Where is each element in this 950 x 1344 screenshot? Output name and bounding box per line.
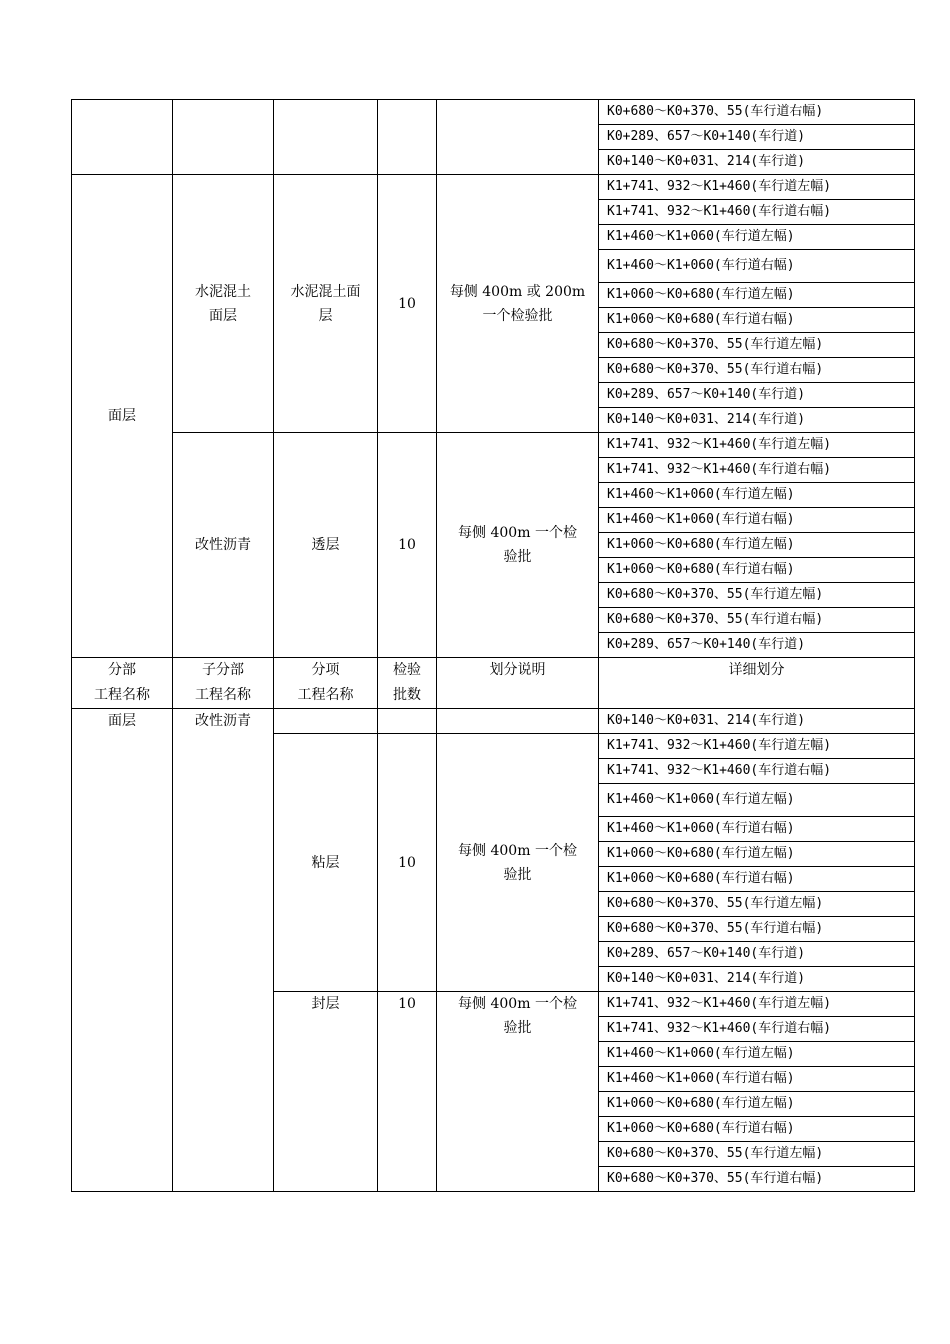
- detail-cell: K0+289、657～K0+140(车行道): [599, 383, 915, 408]
- detail-cell: K0+680～K0+370、55(车行道右幅): [599, 917, 915, 942]
- division-cell: [72, 175, 173, 658]
- item-cell: 封层: [274, 992, 378, 1192]
- header-label: 分部: [108, 662, 136, 678]
- note-cell: [437, 992, 599, 1192]
- header-note: 划分说明: [437, 658, 599, 709]
- note-label: 验批: [503, 1020, 532, 1036]
- header-label: 子分部: [202, 662, 244, 678]
- detail-cell: K1+060～K0+680(车行道右幅): [599, 867, 915, 892]
- batch-count-cell: [378, 100, 437, 175]
- detail-cell: K1+741、932～K1+460(车行道右幅): [599, 1017, 915, 1042]
- note-cell: [437, 709, 599, 734]
- note-cell: [437, 734, 599, 992]
- subdivision-label: 水泥混土: [195, 283, 251, 300]
- header-detail: 详细划分: [599, 658, 915, 709]
- header-label: 工程名称: [297, 687, 354, 703]
- subdivision-cell: [173, 175, 274, 433]
- detail-cell: K1+460～K1+060(车行道左幅): [599, 784, 915, 817]
- item-cell: [274, 175, 378, 433]
- division-cell: 面层: [72, 709, 173, 1192]
- note-cell: [437, 175, 599, 433]
- item-cell: 透层: [274, 433, 378, 658]
- detail-cell: K1+060～K0+680(车行道左幅): [599, 1092, 915, 1117]
- batch-count-cell: 10: [378, 433, 437, 658]
- batch-count-cell: 10: [378, 992, 437, 1192]
- detail-cell: K1+460～K1+060(车行道右幅): [599, 817, 915, 842]
- detail-cell: K0+680～K0+370、55(车行道左幅): [599, 892, 915, 917]
- detail-cell: K0+140～K0+031、214(车行道): [599, 408, 915, 433]
- header-label: 分项: [311, 662, 340, 678]
- detail-cell: K1+741、932～K1+460(车行道右幅): [599, 759, 915, 784]
- detail-cell: K1+060～K0+680(车行道右幅): [599, 558, 915, 583]
- table-row: [72, 433, 915, 458]
- item-cell: [274, 100, 378, 175]
- division-label: 面层: [108, 408, 136, 424]
- detail-cell: K1+741、932～K1+460(车行道左幅): [599, 433, 915, 458]
- note-label: 每侧 400m 一个检: [458, 842, 577, 859]
- note-label: 每侧 400m 一个检: [458, 525, 577, 541]
- subdivision-cell: [173, 100, 274, 175]
- detail-cell: K0+680～K0+370、55(车行道左幅): [599, 583, 915, 608]
- detail-cell: K1+460～K1+060(车行道左幅): [599, 225, 915, 250]
- detail-cell: K1+460～K1+060(车行道左幅): [599, 1042, 915, 1067]
- table-header-row: [72, 658, 915, 709]
- note-label: 验批: [503, 866, 532, 883]
- division-table: [71, 99, 915, 1192]
- header-label: 批数: [393, 687, 421, 703]
- header-batches: [378, 658, 437, 709]
- detail-cell: K1+460～K1+060(车行道右幅): [599, 1067, 915, 1092]
- detail-cell: K0+680～K0+370、55(车行道右幅): [599, 358, 915, 383]
- note-label: 每侧 400m 一个检: [458, 996, 577, 1012]
- detail-cell: K1+741、932～K1+460(车行道右幅): [599, 458, 915, 483]
- header-label: 工程名称: [195, 687, 251, 703]
- header-label: 工程名称: [94, 687, 150, 703]
- note-label: 验批: [503, 549, 532, 565]
- table-row: [72, 100, 915, 125]
- division-cell: [72, 100, 173, 175]
- detail-cell: K1+741、932～K1+460(车行道左幅): [599, 175, 915, 200]
- detail-cell: K0+680～K0+370、55(车行道右幅): [599, 1167, 915, 1192]
- detail-cell: K0+140～K0+031、214(车行道): [599, 150, 915, 175]
- subdivision-cell: 改性沥青: [173, 709, 274, 1192]
- note-cell: [437, 100, 599, 175]
- detail-cell: K1+460～K1+060(车行道左幅): [599, 483, 915, 508]
- detail-cell: K1+741、932～K1+460(车行道左幅): [599, 734, 915, 759]
- detail-cell: K1+460～K1+060(车行道右幅): [599, 250, 915, 283]
- detail-cell: K1+741、932～K1+460(车行道右幅): [599, 200, 915, 225]
- header-item: [274, 658, 378, 709]
- detail-cell: K0+680～K0+370、55(车行道右幅): [599, 100, 915, 125]
- item-cell: 粘层: [274, 734, 378, 992]
- detail-cell: K0+680～K0+370、55(车行道右幅): [599, 608, 915, 633]
- batch-count-cell: 10: [378, 175, 437, 433]
- detail-cell: K0+289、657～K0+140(车行道): [599, 942, 915, 967]
- item-label: 水泥混土面: [290, 283, 361, 300]
- detail-cell: K0+680～K0+370、55(车行道左幅): [599, 1142, 915, 1167]
- detail-cell: K1+060～K0+680(车行道右幅): [599, 1117, 915, 1142]
- note-label: 每侧 400m 或 200m: [449, 283, 586, 300]
- header-division: [72, 658, 173, 709]
- detail-cell: K0+140～K0+031、214(车行道): [599, 709, 915, 734]
- subdivision-cell: 改性沥青: [173, 433, 274, 658]
- batch-count-cell: [378, 709, 437, 734]
- note-label: 一个检验批: [482, 307, 553, 324]
- item-label: 层: [318, 307, 333, 324]
- detail-cell: K1+060～K0+680(车行道左幅): [599, 842, 915, 867]
- item-cell: [274, 709, 378, 734]
- table-row: [72, 175, 915, 200]
- table-row: [72, 709, 915, 734]
- detail-cell: K0+289、657～K0+140(车行道): [599, 633, 915, 658]
- detail-cell: K0+289、657～K0+140(车行道): [599, 125, 915, 150]
- detail-cell: K1+060～K0+680(车行道右幅): [599, 308, 915, 333]
- detail-cell: K1+060～K0+680(车行道左幅): [599, 533, 915, 558]
- batch-count-cell: 10: [378, 734, 437, 992]
- detail-cell: K0+140～K0+031、214(车行道): [599, 967, 915, 992]
- detail-cell: K0+680～K0+370、55(车行道左幅): [599, 333, 915, 358]
- subdivision-label: 面层: [209, 307, 237, 324]
- detail-cell: K1+741、932～K1+460(车行道左幅): [599, 992, 915, 1017]
- note-cell: [437, 433, 599, 658]
- header-label: 检验: [393, 662, 421, 678]
- detail-cell: K1+460～K1+060(车行道右幅): [599, 508, 915, 533]
- header-subdivision: [173, 658, 274, 709]
- detail-cell: K1+060～K0+680(车行道左幅): [599, 283, 915, 308]
